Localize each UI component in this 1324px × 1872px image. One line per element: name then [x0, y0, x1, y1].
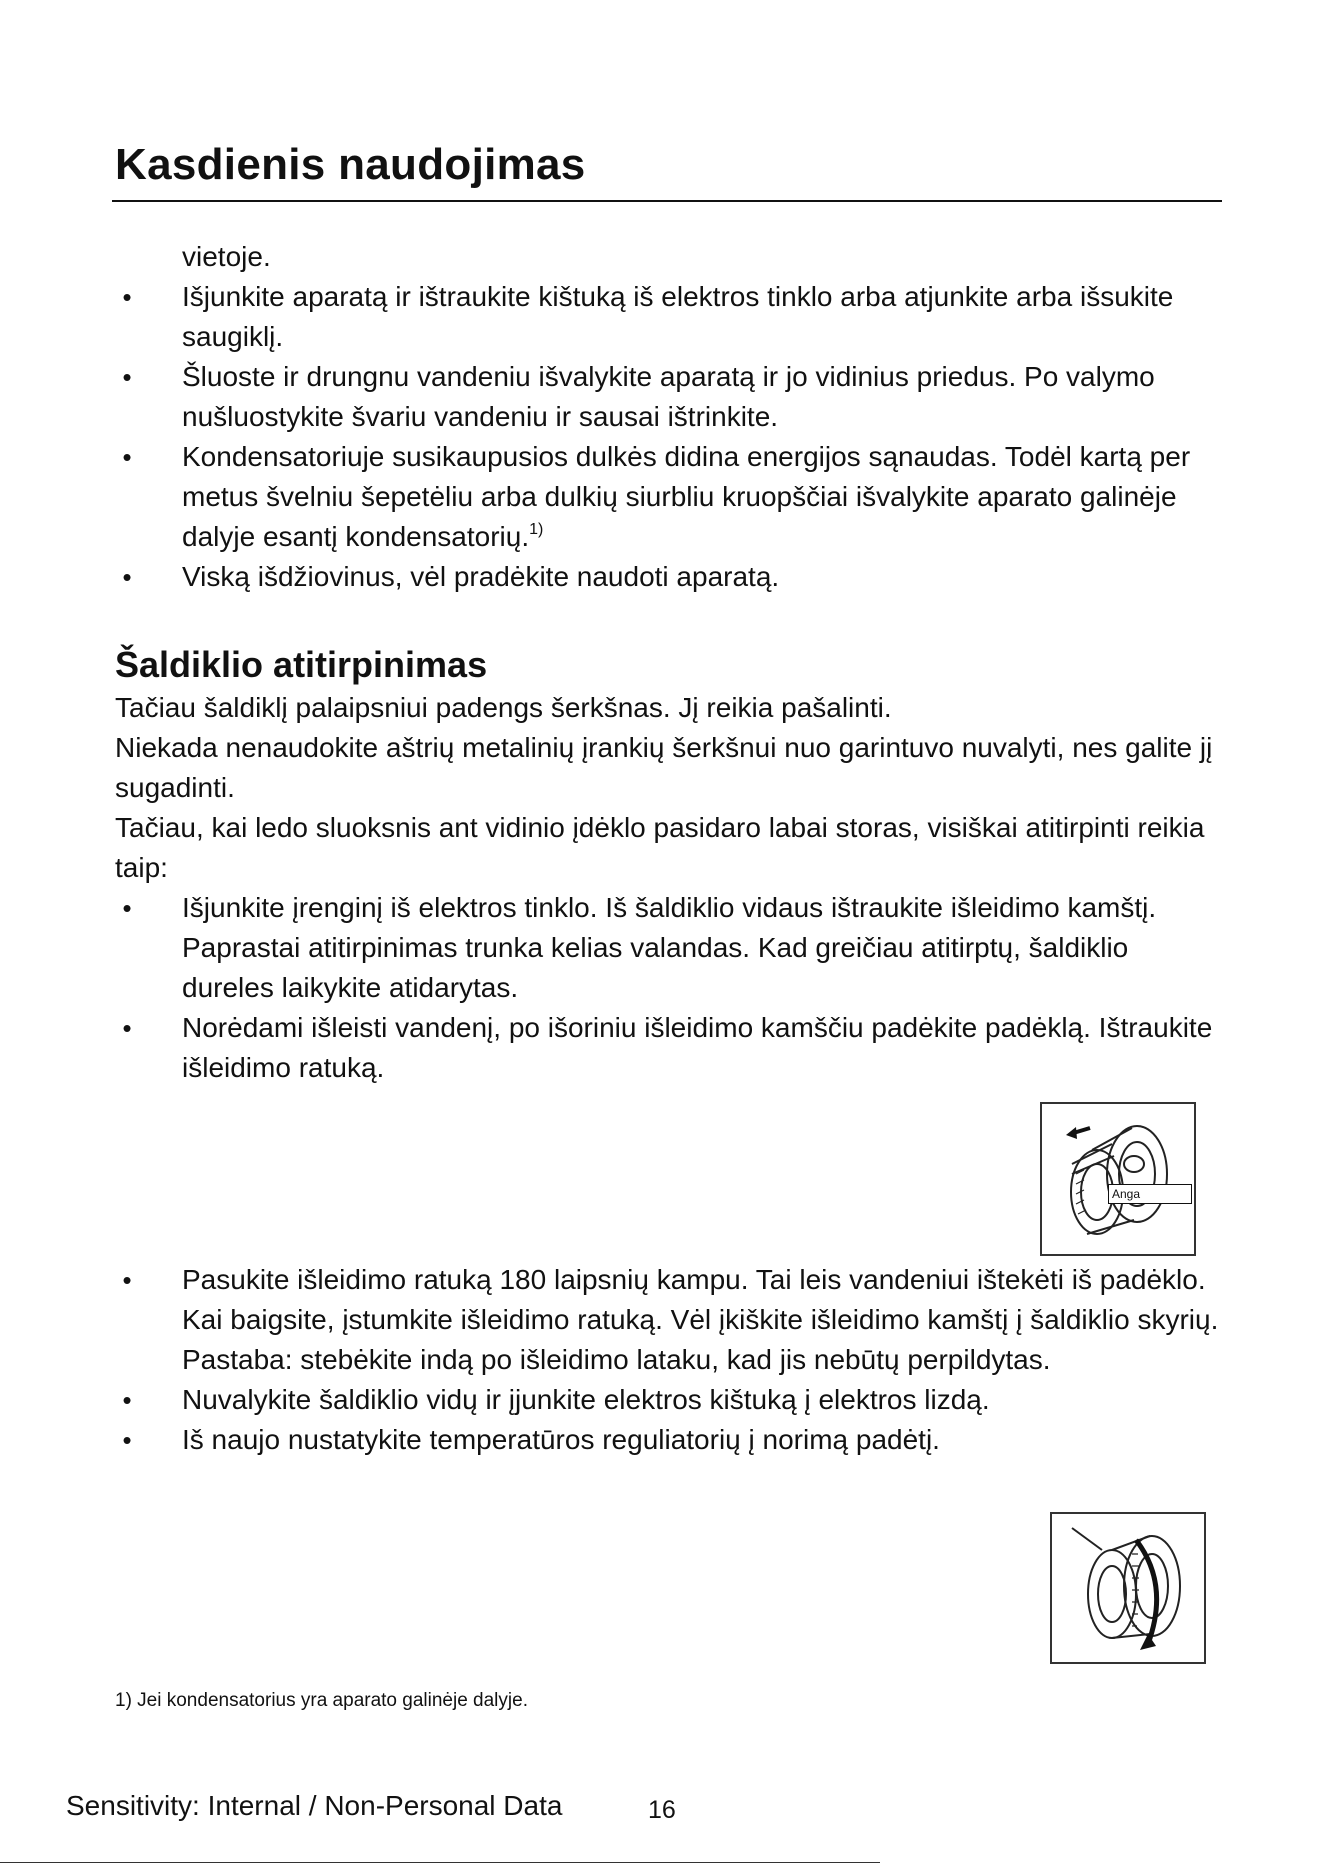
bullet-icon: •	[122, 442, 132, 472]
paragraph: Niekada nenaudokite aštrių metalinių įrankių šerkšnui nuo garintuvo nuvalyti, nes galite jį sugadinti.	[115, 732, 1213, 803]
bullet-icon: •	[122, 282, 132, 312]
drain-wheel-pull-icon	[1042, 1104, 1194, 1254]
page-number: 16	[648, 1796, 676, 1824]
drain-wheel-rotate-icon	[1052, 1514, 1204, 1662]
page-title: Kasdienis naudojimas	[115, 140, 586, 189]
paragraph: Tačiau, kai ledo sluoksnis ant vidinio įdėklo pasidaro labai storas, visiškai atitirpinti reikia taip:	[115, 812, 1205, 883]
list-item-text: Iš naujo nustatykite temperatūros reguliatorių į norimą padėtį.	[182, 1424, 940, 1455]
list-item	[115, 437, 1225, 557]
list-item-text: Šluoste ir drungnu vandeniu išvalykite aparatą ir jo vidinius priedus. Po valymo nušluostykite švariu vandeniu ir sausai ištrinkite.	[182, 361, 1155, 432]
footnote: 1) Jei kondensatorius yra aparato galinėje dalyje.	[115, 1690, 528, 1711]
figure-label: Anga	[1108, 1184, 1192, 1204]
list-item	[115, 1260, 1225, 1380]
footnote-reference: 1)	[529, 521, 544, 538]
list-item	[115, 277, 1225, 357]
list-item-text: Pasukite išleidimo ratuką 180 laipsnių kampu. Tai leis vandeniui ištekėti iš padėklo. Kai baigsite, įstumkite išleidimo ratuką. Vėl įkiškite išleidimo kamštį į šaldiklio skyrių. Pastaba: stebėkite indą po išleidimo lataku, kad jis nebūtų perpildytas.	[182, 1264, 1219, 1375]
title-divider	[112, 200, 1222, 202]
bullet-icon: •	[122, 893, 132, 923]
list-item-text: Viską išdžiovinus, vėl pradėkite naudoti aparatą.	[182, 561, 780, 592]
drain-wheel-pull-figure	[1040, 1102, 1196, 1256]
list-item	[115, 357, 1225, 437]
sensitivity-label: Sensitivity: Internal / Non-Personal Data	[66, 1790, 563, 1821]
list-item	[115, 1420, 1225, 1460]
bullet-icon: •	[122, 1385, 132, 1415]
defrost-section	[115, 642, 1225, 1088]
bullet-icon: •	[122, 562, 132, 592]
list-item	[115, 888, 1225, 1008]
cleaning-section	[115, 237, 1225, 597]
list-item	[115, 557, 1225, 597]
section-title: Šaldiklio atitirpinimas	[115, 644, 488, 685]
list-item-text: Išjunkite įrenginį iš elektros tinklo. Iš šaldiklio vidaus ištraukite išleidimo kamštį. Paprastai atitirpinimas trunka kelias valandas. Kad greičiau atitirptų, šaldiklio dureles laikykite atidarytas.	[182, 892, 1157, 1003]
list-item-text: Kondensatoriuje susikaupusios dulkės didina energijos sąnaudas. Todėl kartą per metus švelniu šepetėliu arba dulkių siurbliu kruopščiai išvalykite aparato galinėje dalyje esantį kondensatorių.	[182, 441, 1191, 552]
bullet-icon: •	[122, 1013, 132, 1043]
list-item-text: Norėdami išleisti vandenį, po išoriniu išleidimo kamščiu padėkite padėklą. Ištraukite išleidimo ratuką.	[182, 1012, 1213, 1083]
bullet-icon: •	[122, 362, 132, 392]
bullet-icon: •	[122, 1425, 132, 1455]
bottom-divider	[0, 1862, 880, 1863]
defrost-steps-continued	[115, 1260, 1225, 1460]
list-item-text: Nuvalykite šaldiklio vidų ir įjunkite elektros kištuką į elektros lizdą.	[182, 1384, 990, 1415]
paragraph: Tačiau šaldiklį palaipsniui padengs šerkšnas. Jį reikia pašalinti.	[115, 692, 892, 723]
drain-wheel-rotate-figure	[1050, 1512, 1206, 1664]
list-item	[115, 1008, 1225, 1088]
list-item-text: Išjunkite aparatą ir ištraukite kištuką iš elektros tinklo arba atjunkite arba išsukite saugiklį.	[182, 281, 1174, 352]
bullet-icon: •	[122, 1265, 132, 1295]
list-item	[115, 1380, 1225, 1420]
continuation-text: vietoje.	[182, 241, 271, 272]
